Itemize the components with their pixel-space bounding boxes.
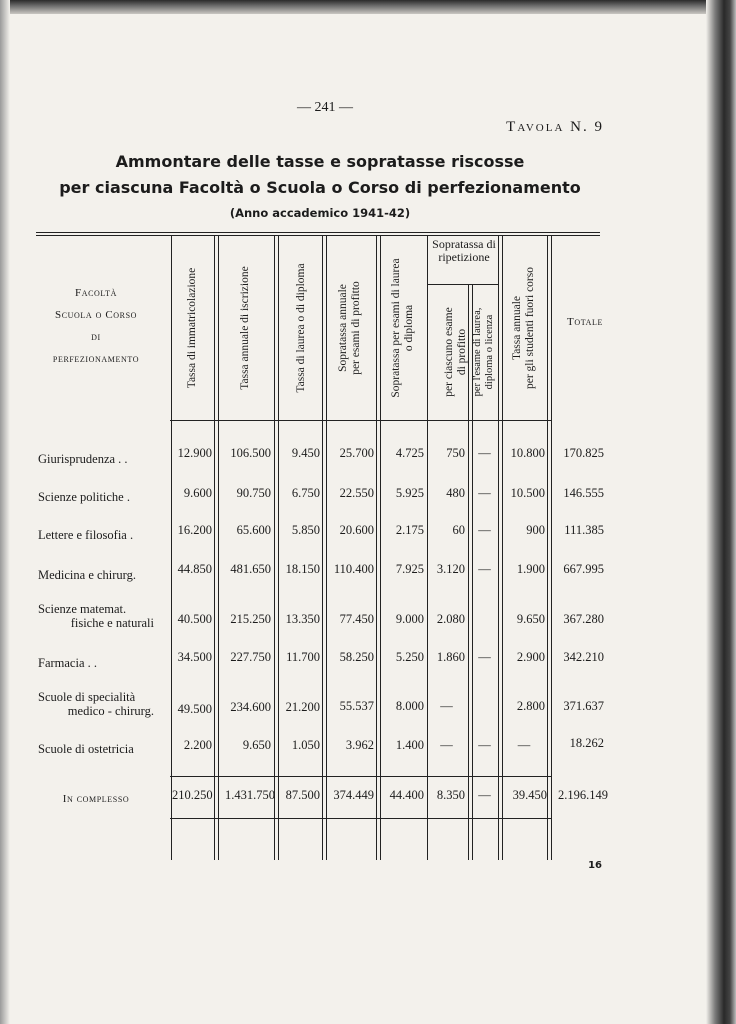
table-cell: 480 [446, 486, 465, 500]
table-cell: 12.900 [177, 446, 212, 460]
row-label [38, 452, 154, 466]
table-top-rule [36, 232, 600, 233]
table-cell: 106.500 [230, 446, 271, 460]
table-cell: 49.500 [177, 702, 212, 716]
header-immatricolazione [186, 248, 200, 408]
col-rule [380, 236, 381, 860]
header-fuori-corso [511, 248, 539, 408]
table-cell: 146.555 [563, 486, 604, 500]
table-cell: 4.725 [395, 446, 424, 460]
col-rule [274, 236, 275, 860]
table-cell: 16.200 [177, 523, 212, 537]
header-ripetizione-laurea [472, 292, 500, 412]
table-cell: 111.385 [564, 523, 604, 537]
row-label [38, 690, 154, 718]
header-facolta-line: Facoltà [74, 287, 118, 299]
table-cell: 900 [526, 523, 545, 537]
table-cell: 22.550 [339, 486, 374, 500]
total-cell: 374.449 [333, 788, 374, 802]
col-rule [171, 236, 172, 860]
total-cell: — [478, 788, 491, 802]
table-cell: 6.750 [291, 486, 320, 500]
table-cell: 9.450 [291, 446, 320, 460]
total-cell: 1.431.750 [225, 788, 275, 802]
table-cell: 110.400 [333, 562, 374, 576]
title-line-1: Ammontare delle tasse e sopratasse riscosse [115, 152, 525, 171]
col-rule [502, 236, 503, 860]
total-cell: 210.250 [172, 788, 213, 802]
table-cell: 9.650 [516, 612, 545, 626]
row-label [38, 656, 154, 670]
table-cell: 21.200 [285, 700, 320, 714]
row-label-line: medico - chirurg. [67, 704, 154, 718]
total-cell: 39.450 [512, 788, 547, 802]
table-cell: 5.850 [291, 523, 320, 537]
table-cell: 25.700 [339, 446, 374, 460]
total-cell: 44.400 [389, 788, 424, 802]
table-cell: 5.925 [395, 486, 424, 500]
table-cell: — [517, 738, 531, 752]
header-profitto-line: Sopratassa annuale [337, 284, 349, 372]
table-cell: 481.650 [230, 562, 271, 576]
table-cell: 58.250 [339, 650, 374, 664]
col-rule [218, 236, 219, 860]
row-label-line: fisiche e naturali [70, 616, 154, 630]
header-facolta [36, 282, 156, 370]
table-cell: 40.500 [177, 612, 212, 626]
table-cell: — [478, 562, 491, 576]
title-line-2: per ciascuna Facoltà o Scuola o Corso di perfezionamento [59, 178, 581, 197]
table-cell: 44.850 [177, 562, 212, 576]
table-cell: 667.995 [563, 562, 604, 576]
row-label-line: Farmacia . . [38, 656, 98, 670]
table-cell: — [440, 738, 453, 752]
header-facolta-line: Scuola o Corso [54, 309, 138, 321]
table-cell: 3.962 [345, 738, 374, 752]
table-cell: 342.210 [563, 650, 604, 664]
header-iscrizione [239, 248, 253, 408]
table-cell: 1.900 [516, 562, 545, 576]
table-cell: 8.000 [395, 699, 424, 713]
table-cell: 60 [452, 523, 465, 537]
table-cell: 20.600 [339, 523, 374, 537]
header-laurea [295, 248, 309, 408]
header-bottom-rule [170, 420, 551, 421]
row-label [38, 742, 154, 756]
col-rule [551, 236, 552, 860]
header-fuori-corso-line: per gli studenti fuori corso [524, 267, 536, 390]
header-totale: Totale [567, 316, 603, 328]
header-ripetizione-esame [443, 292, 471, 412]
table-cell: 1.400 [395, 738, 424, 752]
col-rule [376, 236, 377, 860]
table-cell: 9.650 [242, 738, 271, 752]
table-cell: 2.080 [436, 612, 465, 626]
table-cell: — [478, 738, 491, 752]
table-cell: 7.925 [395, 562, 424, 576]
table-cell: 215.250 [230, 612, 271, 626]
total-cell: 8.350 [436, 788, 465, 802]
table-cell: — [478, 486, 491, 500]
table-cell: 18.150 [285, 562, 320, 576]
total-row-label: In complesso [62, 793, 130, 805]
table-cell: 234.600 [230, 700, 271, 714]
table-cell: 10.800 [510, 446, 545, 460]
table-cell: 10.500 [510, 486, 545, 500]
row-label-line: Scienze matemat. [38, 602, 127, 616]
header-iscrizione-text: Tassa annuale di iscrizione [239, 266, 251, 390]
table-cell: 750 [446, 446, 465, 460]
header-immatricolazione-text: Tassa di immatricolazione [186, 267, 198, 389]
row-label [38, 490, 154, 504]
header-facolta-line: perfezionamento [52, 353, 140, 365]
header-fuori-corso-line: Tassa annuale [511, 296, 523, 361]
table-cell: 9.000 [395, 612, 424, 626]
col-rule [278, 236, 279, 860]
scan-edge-top [0, 0, 736, 14]
page-number: — 241 — [297, 100, 353, 115]
table-cell: 227.750 [230, 650, 271, 664]
header-ripetizione-esame-line: per ciascuno esame [443, 307, 455, 397]
table-number: Tavola N. 9 [506, 119, 604, 135]
header-laurea-text: Tassa di laurea o di diploma [295, 263, 307, 393]
row-label-line: Scienze politiche . [38, 490, 130, 504]
header-sopratassa-laurea-line: Sopratassa per esami di laurea [390, 258, 402, 398]
table-cell: 11.700 [286, 650, 320, 664]
header-ripetizione-laurea-line: per l'esame di laurea, [472, 307, 483, 397]
total-cell: 87.500 [285, 788, 320, 802]
header-ripetizione-laurea-line: diploma o licenza [484, 314, 495, 390]
table-cell: 371.637 [563, 699, 604, 713]
table-cell: 65.600 [236, 523, 271, 537]
table-cell: 34.500 [177, 650, 212, 664]
subtitle-year: (Anno accademico 1941-42) [229, 206, 411, 220]
header-ripetizione: Sopratassa di ripetizione [432, 237, 496, 264]
table-cell: 90.750 [236, 486, 271, 500]
table-cell: — [478, 650, 491, 664]
scan-edge-right [706, 0, 736, 1024]
total-cell: 2.196.149 [558, 788, 608, 802]
table-cell: 2.800 [516, 699, 545, 713]
signature-number: 16 [588, 860, 602, 871]
col-rule [427, 236, 428, 860]
total-top-rule [170, 776, 551, 777]
col-rule [214, 236, 215, 860]
row-label-line: Giurisprudenza . . [38, 452, 128, 466]
col-rule [547, 236, 548, 860]
table-cell: 3.120 [436, 562, 465, 576]
table-cell: 2.200 [183, 738, 212, 752]
table-cell: 2.900 [516, 650, 545, 664]
row-label [38, 602, 154, 630]
row-label-line: Scuole di specialità [38, 690, 136, 704]
ripetizione-rule [428, 284, 498, 285]
table-cell: 77.450 [339, 612, 374, 626]
table-cell: 2.175 [395, 523, 424, 537]
table-cell: — [478, 523, 491, 537]
header-profitto [337, 248, 365, 408]
col-rule [326, 236, 327, 860]
table-cell: 55.537 [339, 699, 374, 713]
total-bottom-rule [170, 818, 551, 819]
table-cell: 5.250 [395, 650, 424, 664]
table-cell: 1.050 [291, 738, 320, 752]
table-cell: 18.262 [569, 736, 604, 750]
col-rule [322, 236, 323, 860]
table-cell: — [478, 446, 491, 460]
header-sopratassa-laurea [390, 248, 418, 408]
table-cell: 170.825 [563, 446, 604, 460]
table-cell: 367.280 [563, 612, 604, 626]
header-ripetizione-esame-line: di profitto [456, 328, 468, 376]
row-label-line: Lettere e filosofia . [38, 528, 134, 542]
row-label [38, 568, 154, 582]
header-facolta-line: di [91, 331, 101, 343]
row-label-line: Medicina e chirurg. [38, 568, 136, 582]
header-sopratassa-laurea-line: o diploma [403, 304, 415, 352]
table-cell: 1.860 [436, 650, 465, 664]
row-label-line: Scuole di ostetricia [38, 742, 134, 756]
table-cell: — [440, 699, 453, 713]
header-profitto-line: per esami di profitto [350, 281, 362, 375]
table-cell: 9.600 [183, 486, 212, 500]
table-cell: 13.350 [285, 612, 320, 626]
table-top-rule-2 [36, 235, 600, 236]
row-label [38, 528, 154, 542]
